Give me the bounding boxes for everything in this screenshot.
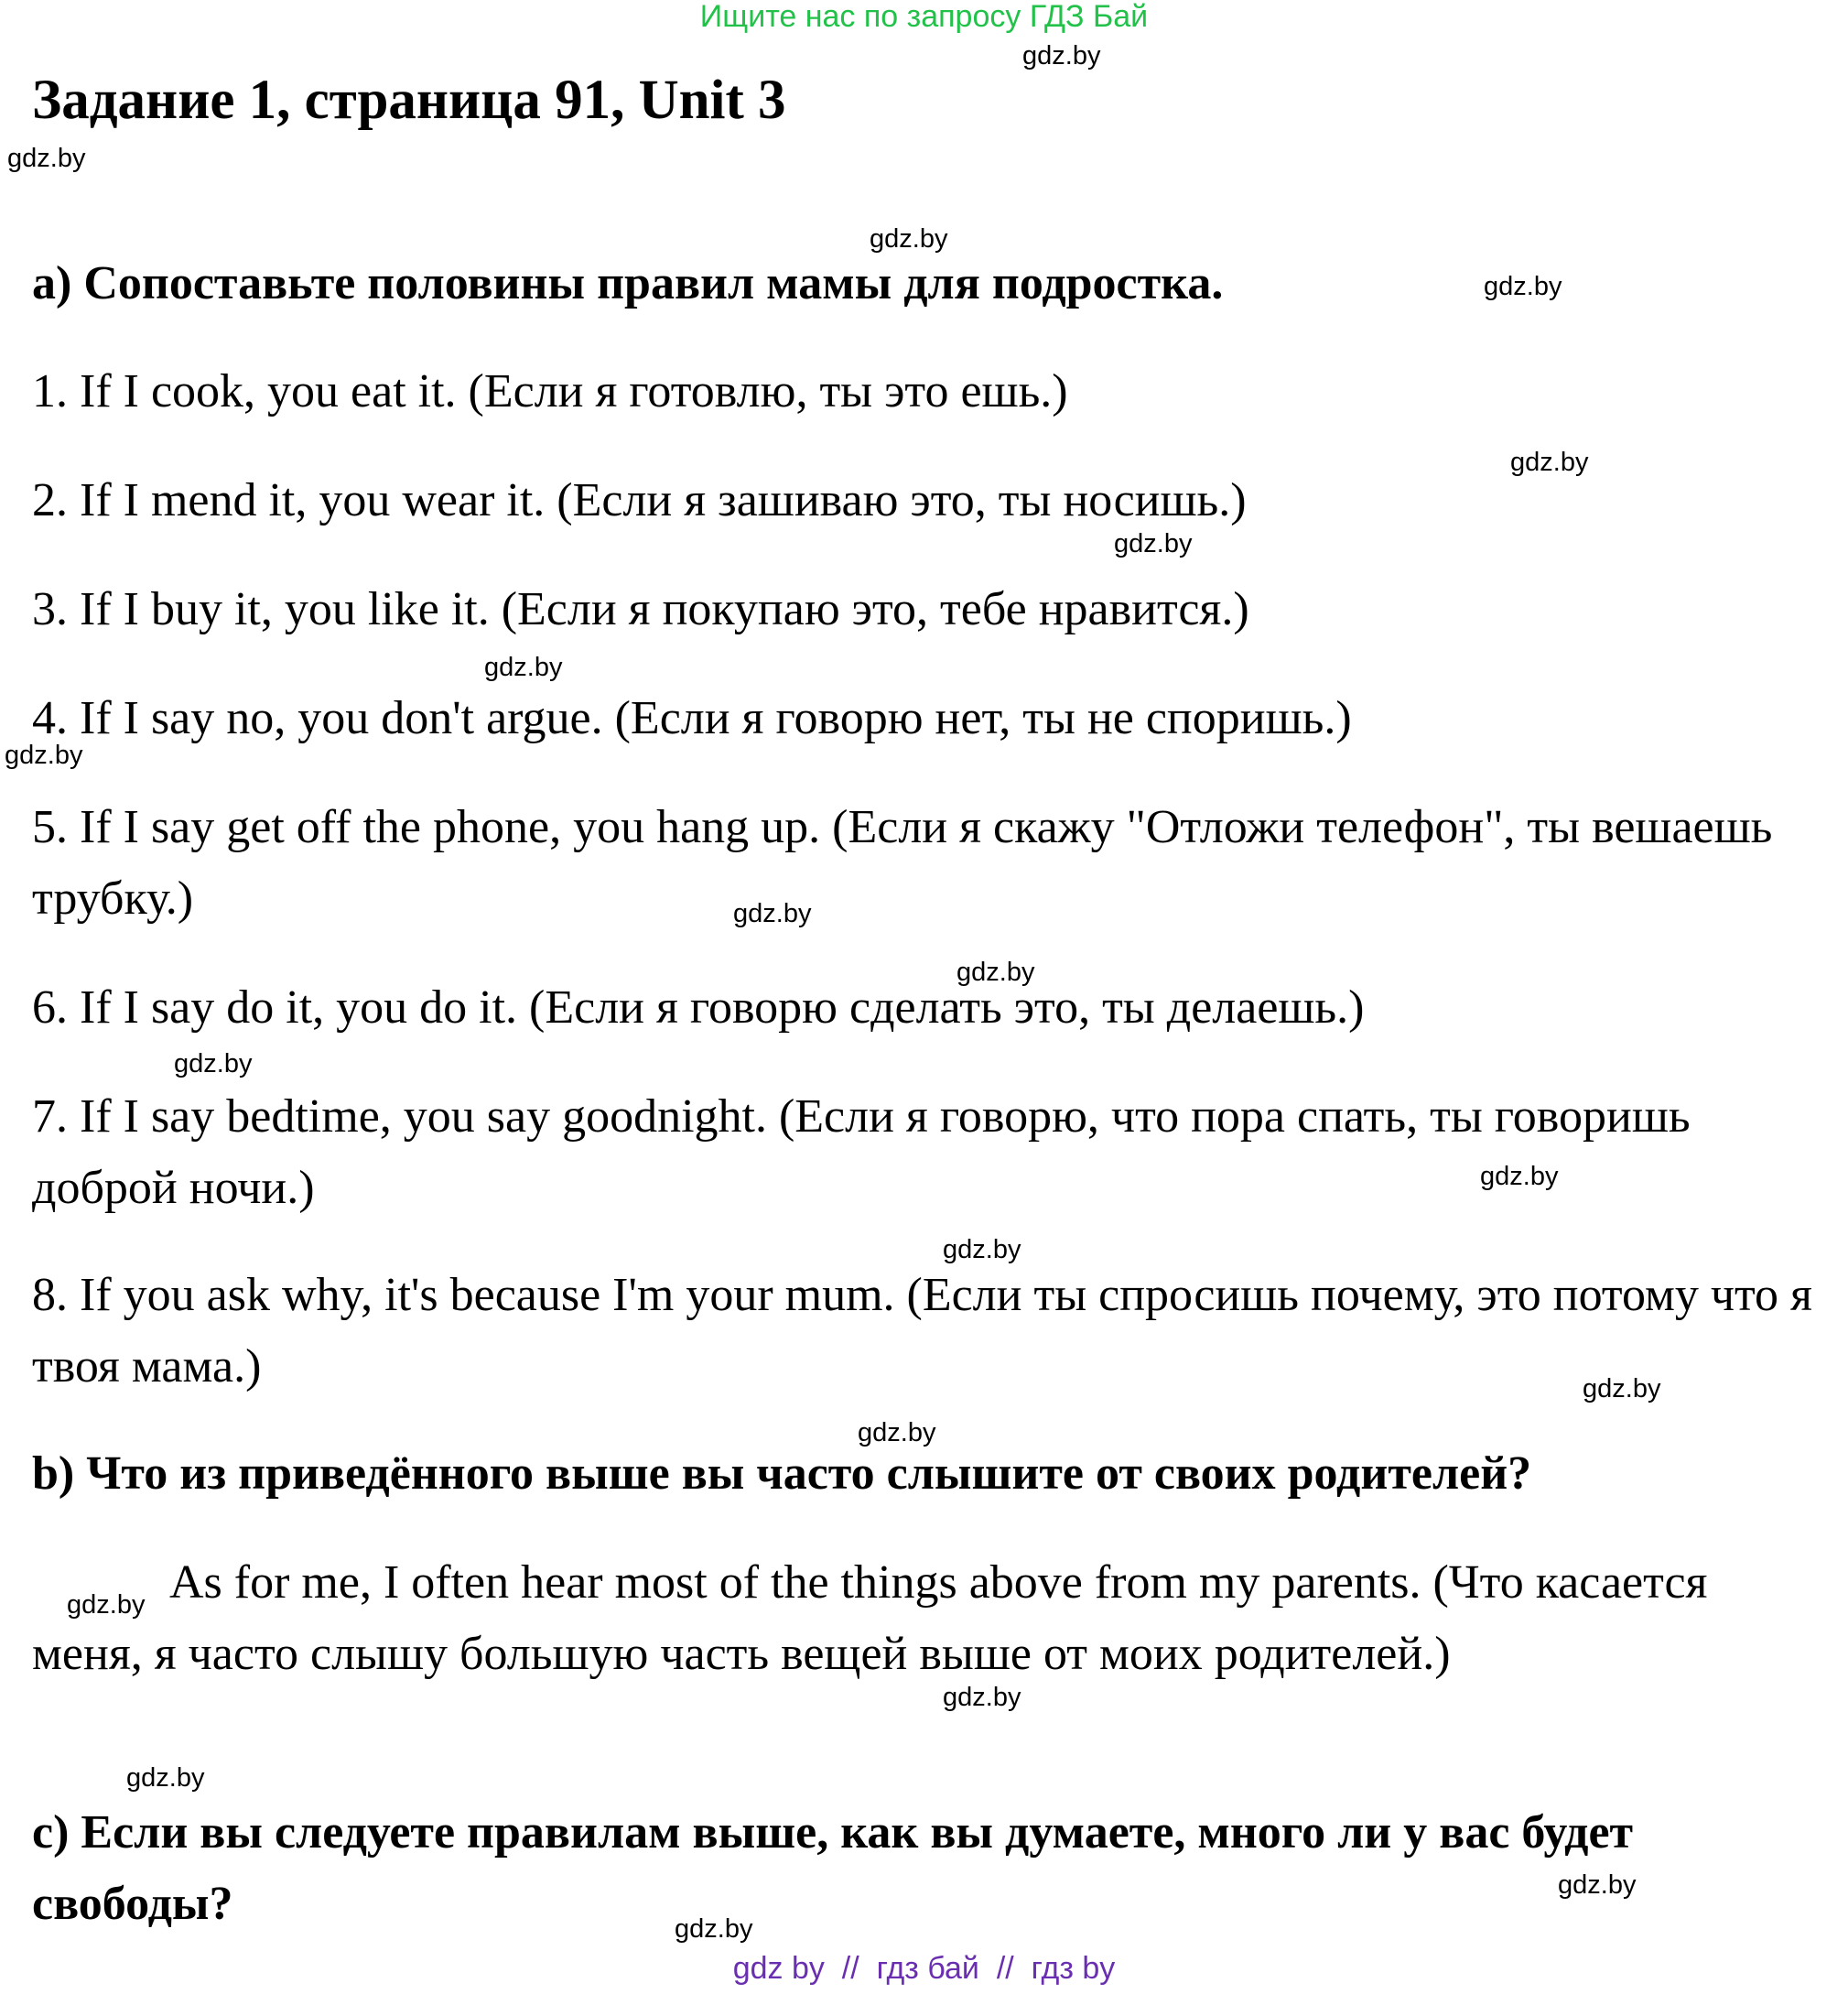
rule-item-2: 2. If I mend it, you wear it. (Если я зашиваю это, ты носишь.) (32, 474, 1247, 526)
watermark: gdz.by (858, 1418, 936, 1447)
top-banner: Ищите нас по запросу ГДЗ Бай (699, 0, 1149, 34)
rule-item-5: 5. If I say get off the phone, you hang up. (Если я скажу "Отложи телефон", ты вешаешь трубку.) (32, 801, 1773, 925)
watermark: gdz.by (5, 741, 83, 770)
watermark: gdz.by (733, 899, 812, 928)
watermark: gdz.by (1558, 1870, 1637, 1900)
rule-item-8: 8. If you ask why, it's because I'm your mum. (Если ты спросишь почему, это потому что я твоя мама.) (32, 1269, 1812, 1393)
rule-item-4: 4. If I say no, you don't argue. (Если я говорю нет, ты не споришь.) (32, 692, 1352, 744)
section-c-heading: c) Если вы следуете правилам выше, как вы думаете, много ли у вас будет свободы? (32, 1806, 1634, 1930)
watermark: gdz.by (1484, 272, 1562, 301)
section-a-heading: a) Сопоставьте половины правил мамы для подростка. (32, 257, 1224, 309)
watermark: gdz.by (7, 144, 86, 173)
watermark: gdz.by (1022, 41, 1101, 70)
watermark: gdz.by (484, 653, 563, 682)
watermark: gdz.by (174, 1049, 253, 1078)
watermark: gdz.by (67, 1590, 146, 1620)
watermark: gdz.by (1480, 1162, 1559, 1191)
rule-item-1: 1. If I cook, you eat it. (Если я готовлю, ты это ешь.) (32, 365, 1068, 417)
watermark: gdz.by (956, 958, 1035, 987)
footer-links: gdz by // гдз бай // гдз by (732, 1951, 1116, 1986)
section-b-answer: As for me, I often hear most of the things above from my parents. (Что касается меня, я часто слышу большую часть вещей выше от моих родителей.) (32, 1556, 1708, 1680)
page-title: Задание 1, страница 91, Unit 3 (32, 70, 786, 131)
watermark: gdz.by (1114, 529, 1193, 558)
watermark: gdz.by (870, 224, 948, 254)
watermark: gdz.by (943, 1683, 1021, 1712)
watermark: gdz.by (126, 1763, 205, 1793)
watermark: gdz.by (943, 1235, 1021, 1264)
watermark: gdz.by (1510, 448, 1589, 477)
section-b-heading: b) Что из приведённого выше вы часто слышите от своих родителей? (32, 1447, 1532, 1500)
rule-item-3: 3. If I buy it, you like it. (Если я покупаю это, тебе нравится.) (32, 583, 1249, 635)
watermark: gdz.by (675, 1914, 753, 1944)
rule-item-7: 7. If I say bedtime, you say goodnight. (Если я говорю, что пора спать, ты говоришь доброй ночи.) (32, 1090, 1691, 1214)
rule-item-6: 6. If I say do it, you do it. (Если я говорю сделать это, ты делаешь.) (32, 981, 1365, 1034)
watermark: gdz.by (1583, 1374, 1661, 1403)
